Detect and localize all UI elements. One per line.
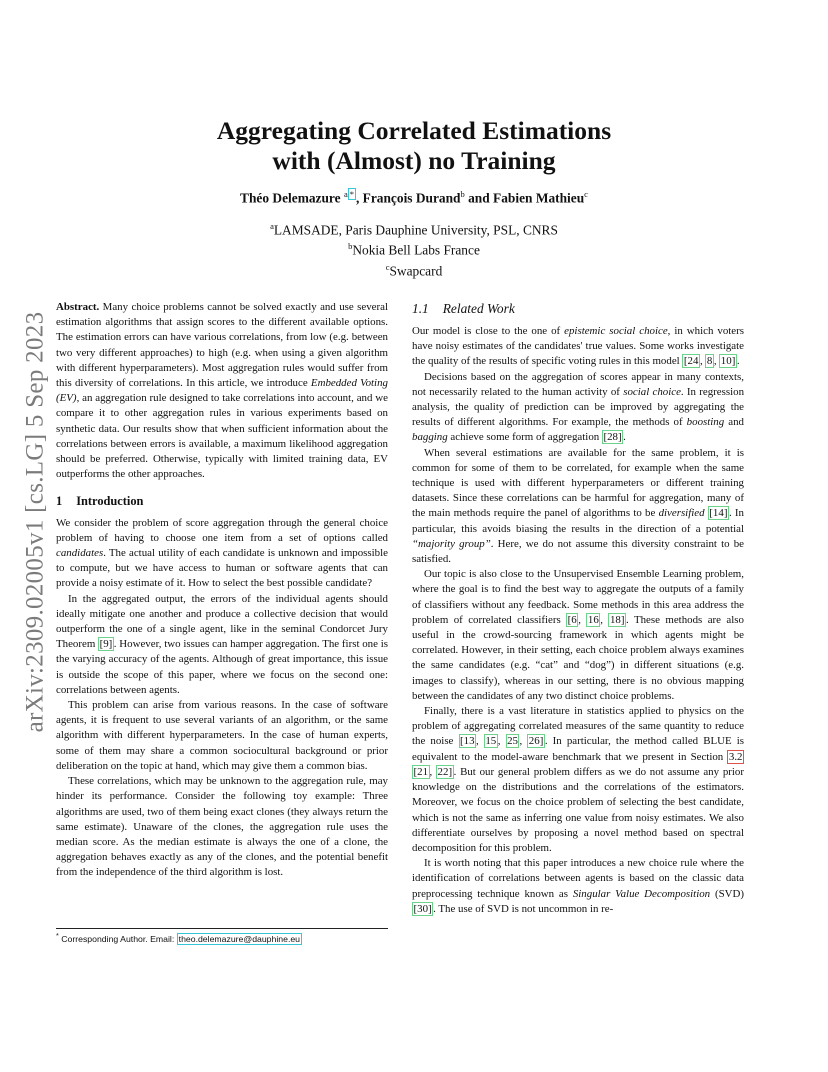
paragraph: This problem can arise from various reasons. In the case of software agents, it is frequent to use several variants of an algorithm, or the same algorithm with different hyperparameters. In the case of human experts, some of them may share a common sociocultural background or prior deliberation on the topic at hand, which may give them a common bias.: [56, 699, 388, 772]
text-emphasis: “majority group”: [412, 537, 491, 550]
text-run: .: [736, 355, 740, 368]
citation-link[interactable]: 25: [507, 735, 518, 748]
citation-link[interactable]: 15: [485, 735, 497, 748]
citation-link[interactable]: 26]: [528, 735, 544, 748]
text-run: . In particular, this avoids biasing the results in the direction of a potential: [412, 507, 744, 535]
text-run: When several estimations are available for the same problem, it is common for some of them to be correlated, for example when the same technique is used with different hyperparameters or different training datasets. Since these correlations can be harmful for aggregation, many of the main methods require the panel of algorithms to be: [412, 446, 744, 520]
citation-link[interactable]: 10]: [720, 355, 736, 368]
text-run: We consider the problem of score aggregation through the general choice problem of having to choose one item from a set of options called: [56, 516, 388, 544]
text-run: Finally, there is a vast literature in statistics applied to physics on the problem of aggregating correlated measures of the same quantity to reduce the noise: [412, 705, 744, 748]
section-heading-introduction: [56, 494, 388, 509]
affil-text: Nokia Bell Labs France: [352, 242, 480, 258]
citation-link[interactable]: [6: [567, 613, 577, 626]
text-run: achieve some form of aggregation: [447, 431, 602, 444]
section-number: 1: [56, 494, 63, 509]
text-run: It is worth noting that this paper introduces a new choice rule where the identification of correlations between agents is based on the classic data preprocessing technique known as: [412, 857, 744, 900]
abstract-label: Abstract.: [56, 301, 100, 313]
text-run: . But our general problem differs as we do not assume any prior knowledge on the distributions and the correlations of the estimators. Moreover, we focus on the choice problem of selecting the best candidate, which is not the same as inferring one value from noisy estimates. We also differentiate ourselves by proposing a novel method based on spectral decomposition for this problem.: [412, 765, 744, 854]
text-run: In the aggregated output, the errors of the individual agents should ideally mitigate one another and produce a collective decision that would outperform the one of a single agent, like in the seminal Condorcet Jury Theorem: [56, 592, 388, 651]
citation-link[interactable]: [9]: [99, 638, 113, 651]
paragraph: [56, 592, 388, 698]
citation-link[interactable]: 18]: [609, 613, 625, 626]
text-run: . However, two issues can hamper aggregation. The first one is the varying accuracy of the agents. Although of great importance, this issue is outside the scope of this paper, where we focus on the second one: correlations between agents.: [56, 638, 389, 696]
text-emphasis: boosting: [686, 416, 725, 429]
paragraph: Finally, there is a vast literature in statistics applied to physics on the problem of aggregating correlated measures of the same quantity to reduce the noise [13 , 15 , 25 , 26] . In particular, the method called BLUE is equivalent to the model-aware benchmark that we present in Section 3.2 [21 , 22] . But our general problem differs as we do not assume any prior knowledge on the distributions and the correlations of the estimators. Moreover, we focus on the choice problem of selecting the best candidate, which is not the same as inferring one value from noisy estimates. We also differentiate ourselves by proposing a novel method based on spectral decomposition for this problem.: [412, 705, 744, 854]
citation-link[interactable]: [14]: [709, 507, 728, 520]
paragraph: [412, 446, 744, 568]
citation-link[interactable]: 16: [587, 613, 599, 626]
text-run: . In regression analysis, the quality of prediction can be improved by aggregating the results of different algorithms. For example, the methods of: [412, 385, 745, 429]
text-run: Decisions based on the aggregation of scores appear in many contexts, not necessarily related to the human activity of: [412, 370, 744, 398]
author-2: , François Durand: [355, 190, 461, 206]
affiliation-b: [0, 238, 828, 258]
citation-link[interactable]: [28]: [603, 431, 622, 444]
citation-link[interactable]: [21: [413, 765, 429, 778]
text-run: , in which voters have noisy estimates of the candidates' true values. Some works investigate the quality of the results of specific voting rules in this model: [412, 325, 745, 368]
text-emphasis: diversified: [658, 507, 705, 520]
section-title: Introduction: [76, 494, 144, 509]
text-run: .: [623, 431, 626, 444]
author-3: and Fabien Mathieu: [464, 190, 585, 206]
footnote: [56, 931, 388, 944]
text-run: . Here, we do not assume this diversity constraint to be satisfied.: [412, 537, 744, 566]
affiliation-c: [0, 259, 828, 279]
paragraph: Our model is close to the one of epistemic social choice, in which voters have noisy estimates of the candidates' true values. Some works investigate the quality of the results of specific voting rules in this model [24 , 8 , 10] .: [412, 325, 745, 368]
text-run: . These methods are also useful in the crowd-sourcing framework in which agents might be correlated. However, in their setting, each choice problem always examines the same candidates (e.g. “cat” and “dog”) in different situations (e.g. images to classify), whereas in our setting, there is no obvious mapping between the candidates of any two distinct choice problems.: [412, 613, 744, 702]
email-link[interactable]: theo.delemazure@dauphine.eu: [178, 933, 301, 944]
affiliations: [0, 218, 828, 279]
citation-link[interactable]: [30]: [413, 902, 432, 915]
text-run: Our model is close to the one of: [412, 325, 565, 337]
text-run: , an aggregation rule designed to take correlations into account, and we compare it to other aggregation rules in various experiments based on synthetic data. Our results show that when sufficient information about the correlations between errors is available, a maximum likelihood aggregation should be preferred. Otherwise, typically with limited training data, EV outperforms the other approaches.: [56, 392, 388, 481]
paragraph: These correlations, which may be unknown to the aggregation rule, may hinder its performance. Consider the following toy example: Three algorithms are used, two of them being exact clones (they always return the same estimate). Unaware of the clones, the aggregation rule uses the median score. As the median estimate is always the one of a clone, the aggregation behaves exactly as any of the clones, and the potential benefit from the independence of the third algorithm is lost.: [56, 775, 388, 879]
text-run: (SVD): [710, 887, 744, 900]
text-run: . In particular, the method called BLUE is equivalent to the model-aware benchmark that we present in Section: [412, 735, 744, 763]
text-run: Our topic is also close to the Unsupervised Ensemble Learning problem, where the goal is to find the best way to aggregate the outputs of a family of classifiers without any feedback. Some methods in this area address the problem of correlated classifiers: [412, 568, 744, 626]
author-1: Théo Delemazure: [240, 190, 344, 206]
text-emphasis: epistemic social choice: [564, 325, 668, 337]
affil-text: Swapcard: [389, 263, 443, 279]
affil-tag: c: [385, 261, 390, 272]
paragraph: [412, 370, 744, 446]
paragraph: Our topic is also close to the Unsupervised Ensemble Learning problem, where the goal is to find the best way to aggregate the outputs of a family of classifiers without any feedback. Some methods in this area address the problem of correlated classifiers [6 , 16 , 18] . These methods are also useful in the crowd-sourcing framework in which agents might be correlated. However, in their setting, each choice problem always examines the same candidates (e.g. “cat” and “dog”) in different situations (e.g. images to classify), whereas in our setting, there is no obvious mapping between the candidates of any two distinct choice problems.: [412, 568, 744, 702]
subsection-heading-related-work: [412, 300, 744, 318]
text-run: and: [724, 416, 744, 429]
text-run: . The use of SVD is not uncommon in re-: [433, 902, 614, 915]
footnote-mark: *: [56, 931, 59, 940]
text-emphasis: bagging: [412, 431, 448, 444]
author-1-footnote-link[interactable]: *: [349, 189, 354, 199]
affil-text: LAMSADE, Paris Dauphine University, PSL, CNRS: [273, 222, 558, 238]
text-run: . The actual utility of each candidate is unknown and impossible to compute, but we have access to human or software agents that can provide a noisy estimate of it. How to select the best possible candidate?: [56, 547, 388, 590]
left-column: [56, 300, 388, 881]
affiliation-a: [0, 218, 828, 238]
footnote-text: Corresponding Author. Email:: [58, 933, 177, 944]
citation-link[interactable]: 8: [706, 355, 713, 368]
paragraph: [56, 516, 388, 592]
title-line-2: with (Almost) no Training: [272, 146, 556, 175]
section-reference-link[interactable]: 3.2: [728, 750, 743, 763]
text-run: Many choice problems cannot be solved exactly and use several estimation algorithms that assign scores to the different available options. The estimation errors can have various correlations, from low (e.g. between two very different approaches) to high (e.g. when using a given algorithm with different hyperparameters). Most aggregation rules would suffer from this diversity of correlations. In this article, we introduce: [56, 301, 388, 390]
footnote-rule: [56, 928, 388, 929]
affil-tag: a: [270, 221, 274, 231]
citation-link[interactable]: [24: [683, 355, 699, 368]
subsection-number: 1.1: [412, 301, 429, 316]
subsection-title: Related Work: [442, 301, 515, 316]
text-emphasis: candidates: [56, 547, 104, 560]
text-emphasis: Embedded Voting (EV): [56, 377, 388, 405]
arxiv-sidebar: [20, 294, 50, 750]
abstract: [56, 300, 388, 482]
arxiv-identifier: arXiv:2309.02005v1 [cs.LG] 5 Sep 2023: [21, 311, 48, 733]
author-1-affil: a: [343, 189, 348, 199]
citation-link[interactable]: [13: [460, 735, 475, 748]
citation-link[interactable]: 22]: [437, 765, 453, 778]
affil-tag: b: [348, 241, 353, 252]
paper-title: [0, 116, 828, 176]
text-emphasis: Singular Value Decomposition: [572, 887, 711, 900]
title-line-1: Aggregating Correlated Estimations: [216, 116, 612, 145]
text-emphasis: social choice: [623, 385, 681, 398]
author-list: [0, 189, 828, 206]
author-3-affil: c: [584, 189, 588, 199]
right-column: [412, 300, 744, 917]
paragraph: [412, 856, 744, 917]
author-2-affil: b: [460, 189, 465, 199]
